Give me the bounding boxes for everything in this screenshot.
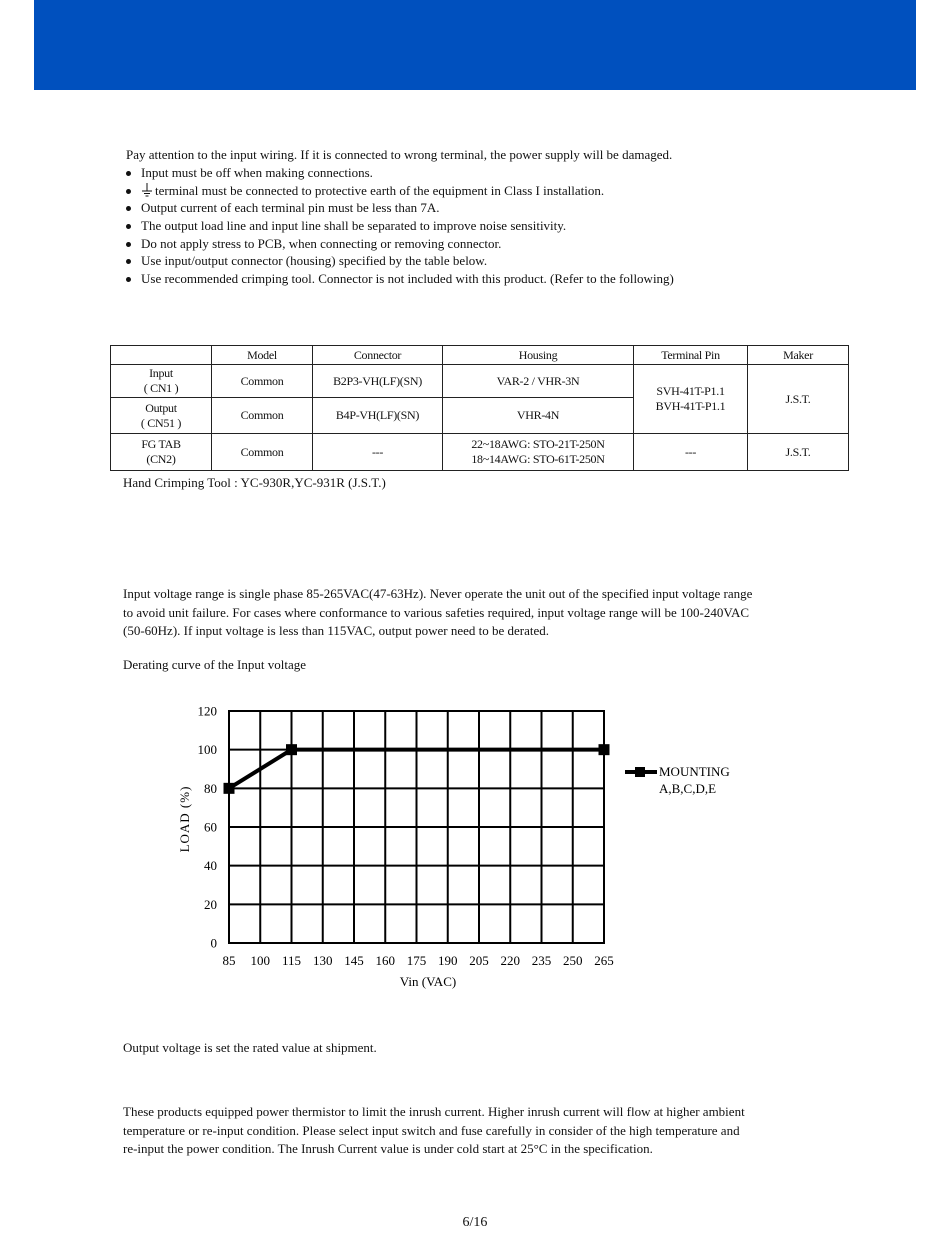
list-item: terminal must be connected to protective earth of the equipment in Class I installation. xyxy=(126,182,674,200)
connector-table xyxy=(110,345,849,471)
legend-label: A,B,C,D,E xyxy=(659,781,717,796)
data-point xyxy=(599,744,610,755)
x-tick-label: 145 xyxy=(344,953,364,968)
bullet-icon xyxy=(126,206,131,211)
list-item: Use recommended crimping tool. Connector is not included with this product. (Refer to the following) xyxy=(126,270,674,288)
inrush-paragraph: These products equipped power thermistor to limit the inrush current. Higher inrush current will flow at higher ambient temperature or re-input condition. Please select input switch and fuse carefully in consider of the high temperature and re-input the power condition. The Inrush Current value is under cold start at 25°C in the specification. xyxy=(123,1104,745,1156)
table-header-cell: Model xyxy=(212,346,313,365)
table-row xyxy=(111,365,849,398)
table-cell: Common xyxy=(212,365,313,398)
table-cell: J.S.T. xyxy=(748,365,849,434)
y-tick-label: 100 xyxy=(197,742,217,758)
table-cell: Output ( CN51 ) xyxy=(111,398,212,434)
x-tick-label: 250 xyxy=(563,953,583,968)
y-axis-label: LOAD (%) xyxy=(177,785,192,853)
header-banner xyxy=(34,0,916,90)
y-tick-label: 40 xyxy=(204,858,217,874)
x-tick-label: 205 xyxy=(469,953,489,968)
derating-caption: Derating curve of the Input voltage xyxy=(123,657,307,672)
data-point xyxy=(224,783,235,794)
page-number: 6/16 xyxy=(462,1215,488,1230)
input-voltage-paragraph: Input voltage range is single phase 85-265VAC(47-63Hz). Never operate the unit out of the specified input voltage range to avoid unit failure. For cases where conformance to various safeties required, input voltage range will be 100-240VAC (50-60Hz). If input voltage is less than 115VAC, output power need to be derated. xyxy=(123,586,753,638)
table-header-cell: Terminal Pin xyxy=(634,346,748,365)
output-voltage-paragraph: Output voltage is set the rated value at shipment. xyxy=(123,1040,377,1055)
table-header-cell: Connector xyxy=(313,346,443,365)
x-tick-label: 160 xyxy=(375,953,395,968)
derating-chart xyxy=(160,695,760,995)
wiring-notes-list xyxy=(126,164,674,288)
bullet-icon xyxy=(126,259,131,264)
bullet-icon xyxy=(126,189,131,194)
x-tick-label: 85 xyxy=(222,953,236,968)
legend-label: MOUNTING xyxy=(659,764,730,779)
table-cell: VAR-2 / VHR-3N xyxy=(443,365,634,398)
x-tick-label: 220 xyxy=(500,953,520,968)
chart-grid xyxy=(229,711,604,943)
ground-symbol-icon xyxy=(141,183,153,197)
x-tick-label: 190 xyxy=(438,953,458,968)
x-tick-label: 265 xyxy=(594,953,614,968)
list-item: Use input/output connector (housing) specified by the table below. xyxy=(126,252,674,270)
list-item: Input must be off when making connections. xyxy=(126,164,674,182)
y-tick-label: 80 xyxy=(204,780,217,796)
list-item: Do not apply stress to PCB, when connecting or removing connector. xyxy=(126,235,674,253)
table-cell: Common xyxy=(212,434,313,471)
table-cell: Input ( CN1 ) xyxy=(111,365,212,398)
table-cell: B2P3-VH(LF)(SN) xyxy=(313,365,443,398)
table-cell: Common xyxy=(212,398,313,434)
table-cell: SVH-41T-P1.1 BVH-41T-P1.1 xyxy=(634,365,748,434)
bullet-icon xyxy=(126,242,131,247)
table-row xyxy=(111,434,849,471)
y-tick-label: 0 xyxy=(210,935,217,951)
wiring-intro: Pay attention to the input wiring. If it is connected to wrong terminal, the power supply will be damaged. xyxy=(126,147,673,162)
x-tick-label: 115 xyxy=(281,953,302,968)
x-axis-label: Vin (VAC) xyxy=(399,974,457,989)
table-cell: 22~18AWG: STO-21T-250N 18~14AWG: STO-61T-250N xyxy=(443,434,634,471)
table-cell: FG TAB (CN2) xyxy=(111,434,212,471)
list-item: Output current of each terminal pin must be less than 7A. xyxy=(126,199,674,217)
table-cell: --- xyxy=(634,434,748,471)
x-tick-label: 100 xyxy=(250,953,270,968)
bullet-icon xyxy=(126,224,131,229)
list-item: The output load line and input line shall be separated to improve noise sensitivity. xyxy=(126,217,674,235)
table-header-cell xyxy=(111,346,212,365)
table-header-cell: Maker xyxy=(748,346,849,365)
y-tick-label: 20 xyxy=(204,896,217,912)
chart-legend xyxy=(625,764,730,796)
bullet-icon xyxy=(126,171,131,176)
legend-marker xyxy=(635,767,645,777)
bullet-icon xyxy=(126,277,131,282)
table-header-cell: Housing xyxy=(443,346,634,365)
x-tick-label: 235 xyxy=(531,953,552,968)
y-tick-label: 60 xyxy=(204,819,217,835)
x-tick-label: 130 xyxy=(313,953,333,968)
crimping-tool-note: Hand Crimping Tool : YC-930R,YC-931R (J.S.T.) xyxy=(123,475,386,490)
data-point xyxy=(286,744,297,755)
table-header-row xyxy=(111,346,849,365)
x-tick-label: 175 xyxy=(406,953,427,968)
table-cell: J.S.T. xyxy=(748,434,849,471)
table-cell: B4P-VH(LF)(SN) xyxy=(313,398,443,434)
table-cell: --- xyxy=(313,434,443,471)
y-tick-label: 120 xyxy=(197,703,217,719)
table-cell: VHR-4N xyxy=(443,398,634,434)
